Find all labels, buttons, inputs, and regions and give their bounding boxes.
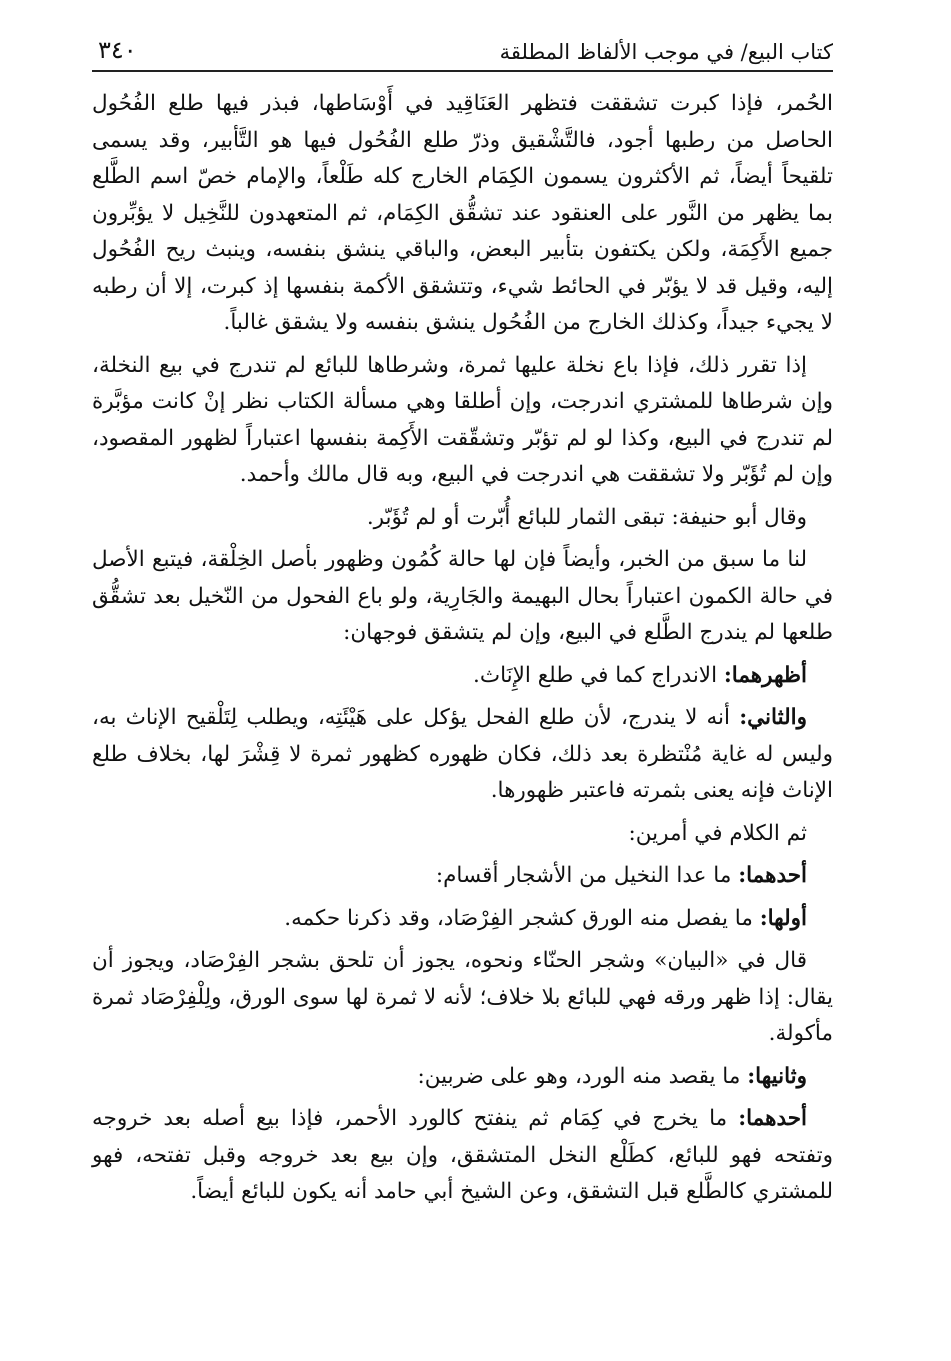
paragraph-lead: أظهرهما: [723, 662, 807, 688]
paragraph: وثانيها: ما يقصد منه الورد، وهو على ضربين: [417, 1063, 807, 1089]
paragraph: أظهرهما: الاندراج كما في طلع الإِنَاث. [473, 662, 807, 688]
paragraph: أولها: ما يفصل منه الورق كشجر الفِرْصَاد، وقد ذكرنا حكمه. [284, 905, 807, 931]
paragraph: أحدهما: ما عدا النخيل من الأشجار أقسام: [435, 863, 807, 888]
paragraph: وقال أبو حنيفة: تبقى الثمار للبائع أُبّرت أو لم تُؤَبّر. [366, 504, 807, 530]
paragraph: إذا تقرر ذلك، فإذا باع نخلة عليها ثمرة، وشرطاها للبائع لم تندرج في بيع النخلة، وإن شرطاها للمشتري اندرجت، وإن أطلقا وهي مسألة الكتاب نظر إنْ كانت مؤبَّرة لم تندرج في البيع، وكذا لو لم تؤبّر وتشقّقت الأَكِمة بنفسها اعتباراً لظهور المقصود، وإن لم تُؤَبّر ولا تشققت هي اندرجت في البيع، وبه قال مالك وأحمد. [92, 352, 833, 487]
paragraph: أحدهما: ما يخرج في كِمَام ثم ينفتح كالورد الأحمر، فإذا بيع أصله بعد خروجه وتفتحه فهو للبائع، كطَلْع النخل المتشقق، وإن بيع بعد خروجه وقبل تفتحه، فهو للمشتري كالطَّلع قبل التشقق، وعن الشيخ أبي حامد أنه يكون للبائع أيضاً. [92, 1106, 833, 1204]
paragraph-lead: أولها: [759, 905, 807, 931]
paragraph-lead: أحدهما: [738, 1106, 807, 1131]
paragraph: والثاني: أنه لا يندرج، لأن طلع الفحل يؤكل على هَيْئَتِه، ويطلب لِتَلْقيح الإناث به، وليس له غاية مُنْتظرة بعد ذلك، فكان ظهوره كظهور ثمرة لا قِشْرَ لها، بخلاف طلع الإناث فإنه يعنى بثمرته فاعتبر ظهورها. [92, 705, 833, 803]
paragraph-lead: وثانيها: [747, 1063, 807, 1089]
page-body [92, 86, 833, 1211]
running-title: كتاب البيع/ في موجب الألفاظ المطلقة [499, 40, 833, 64]
paragraph: لنا ما سبق من الخبر، وأيضاً فإن لها حالة كُمُون وظهور بأصل الخِلْقة، فيتبع الأصل في حالة الكمون اعتباراً بحال البهيمة والجَارِية، ولو باع الفحول من النّخيل بعد تشقُّق طلعها لم يندرج الطَّلع في البيع، وإن لم يتشقق فوجهان: [92, 547, 833, 645]
page-header [92, 34, 833, 72]
paragraph: الحُمر، فإذا كبرت تشققت فتظهر العَنَاقِيد في أَوْسَاطها، فبذر فيها طلع الفُحُول الحاصل من رطبها أجود، فالتَّشْقيق وذرّ طلع الفُحُول فيها هو التَّأبير، وقد يسمى تلقيحاً أيضاً، ثم الأكثرون يسمون الكِمَام الخارج كله طَلْعاً، والإمام خصّ اسم الطَّلع بما يظهر من النَّور على العنقود عند تشقُّق الكِمَام، ثم المتعهدون للنَّخِيل لا يؤبِّرون جميع الأَكِمَة، ولكن يكتفون بتأبير البعض، والباقي ينشق بنفسه، وينبث ريح الفُحُول إليه، وقيل قد لا يؤبّر في الحائط شيء، وتتشقق الأكمة بنفسها إذ كبرت، إلا أن رطبه لا يجيء جيداً، وكذلك الخارج من الفُحُول ينشق بنفسه ولا يشقق غالباً. [92, 91, 833, 335]
paragraph-lead: أحدهما: [738, 863, 807, 888]
paragraph: قال في «البيان» وشجر الحنّاء ونحوه، يجوز أن تلحق بشجر الفِرْصَاد، ويجوز أن يقال: إذا ظهر ورقه فهي للبائع بلا خلاف؛ لأنه لا ثمرة لها سوى الورق، ولِلْفِرْصَاد ثمرة مأكولة. [92, 948, 833, 1046]
paragraph-lead: والثاني: [739, 705, 807, 730]
page-number: ٣٤٠ [98, 36, 137, 64]
paragraph: ثم الكلام في أمرين: [628, 820, 807, 846]
